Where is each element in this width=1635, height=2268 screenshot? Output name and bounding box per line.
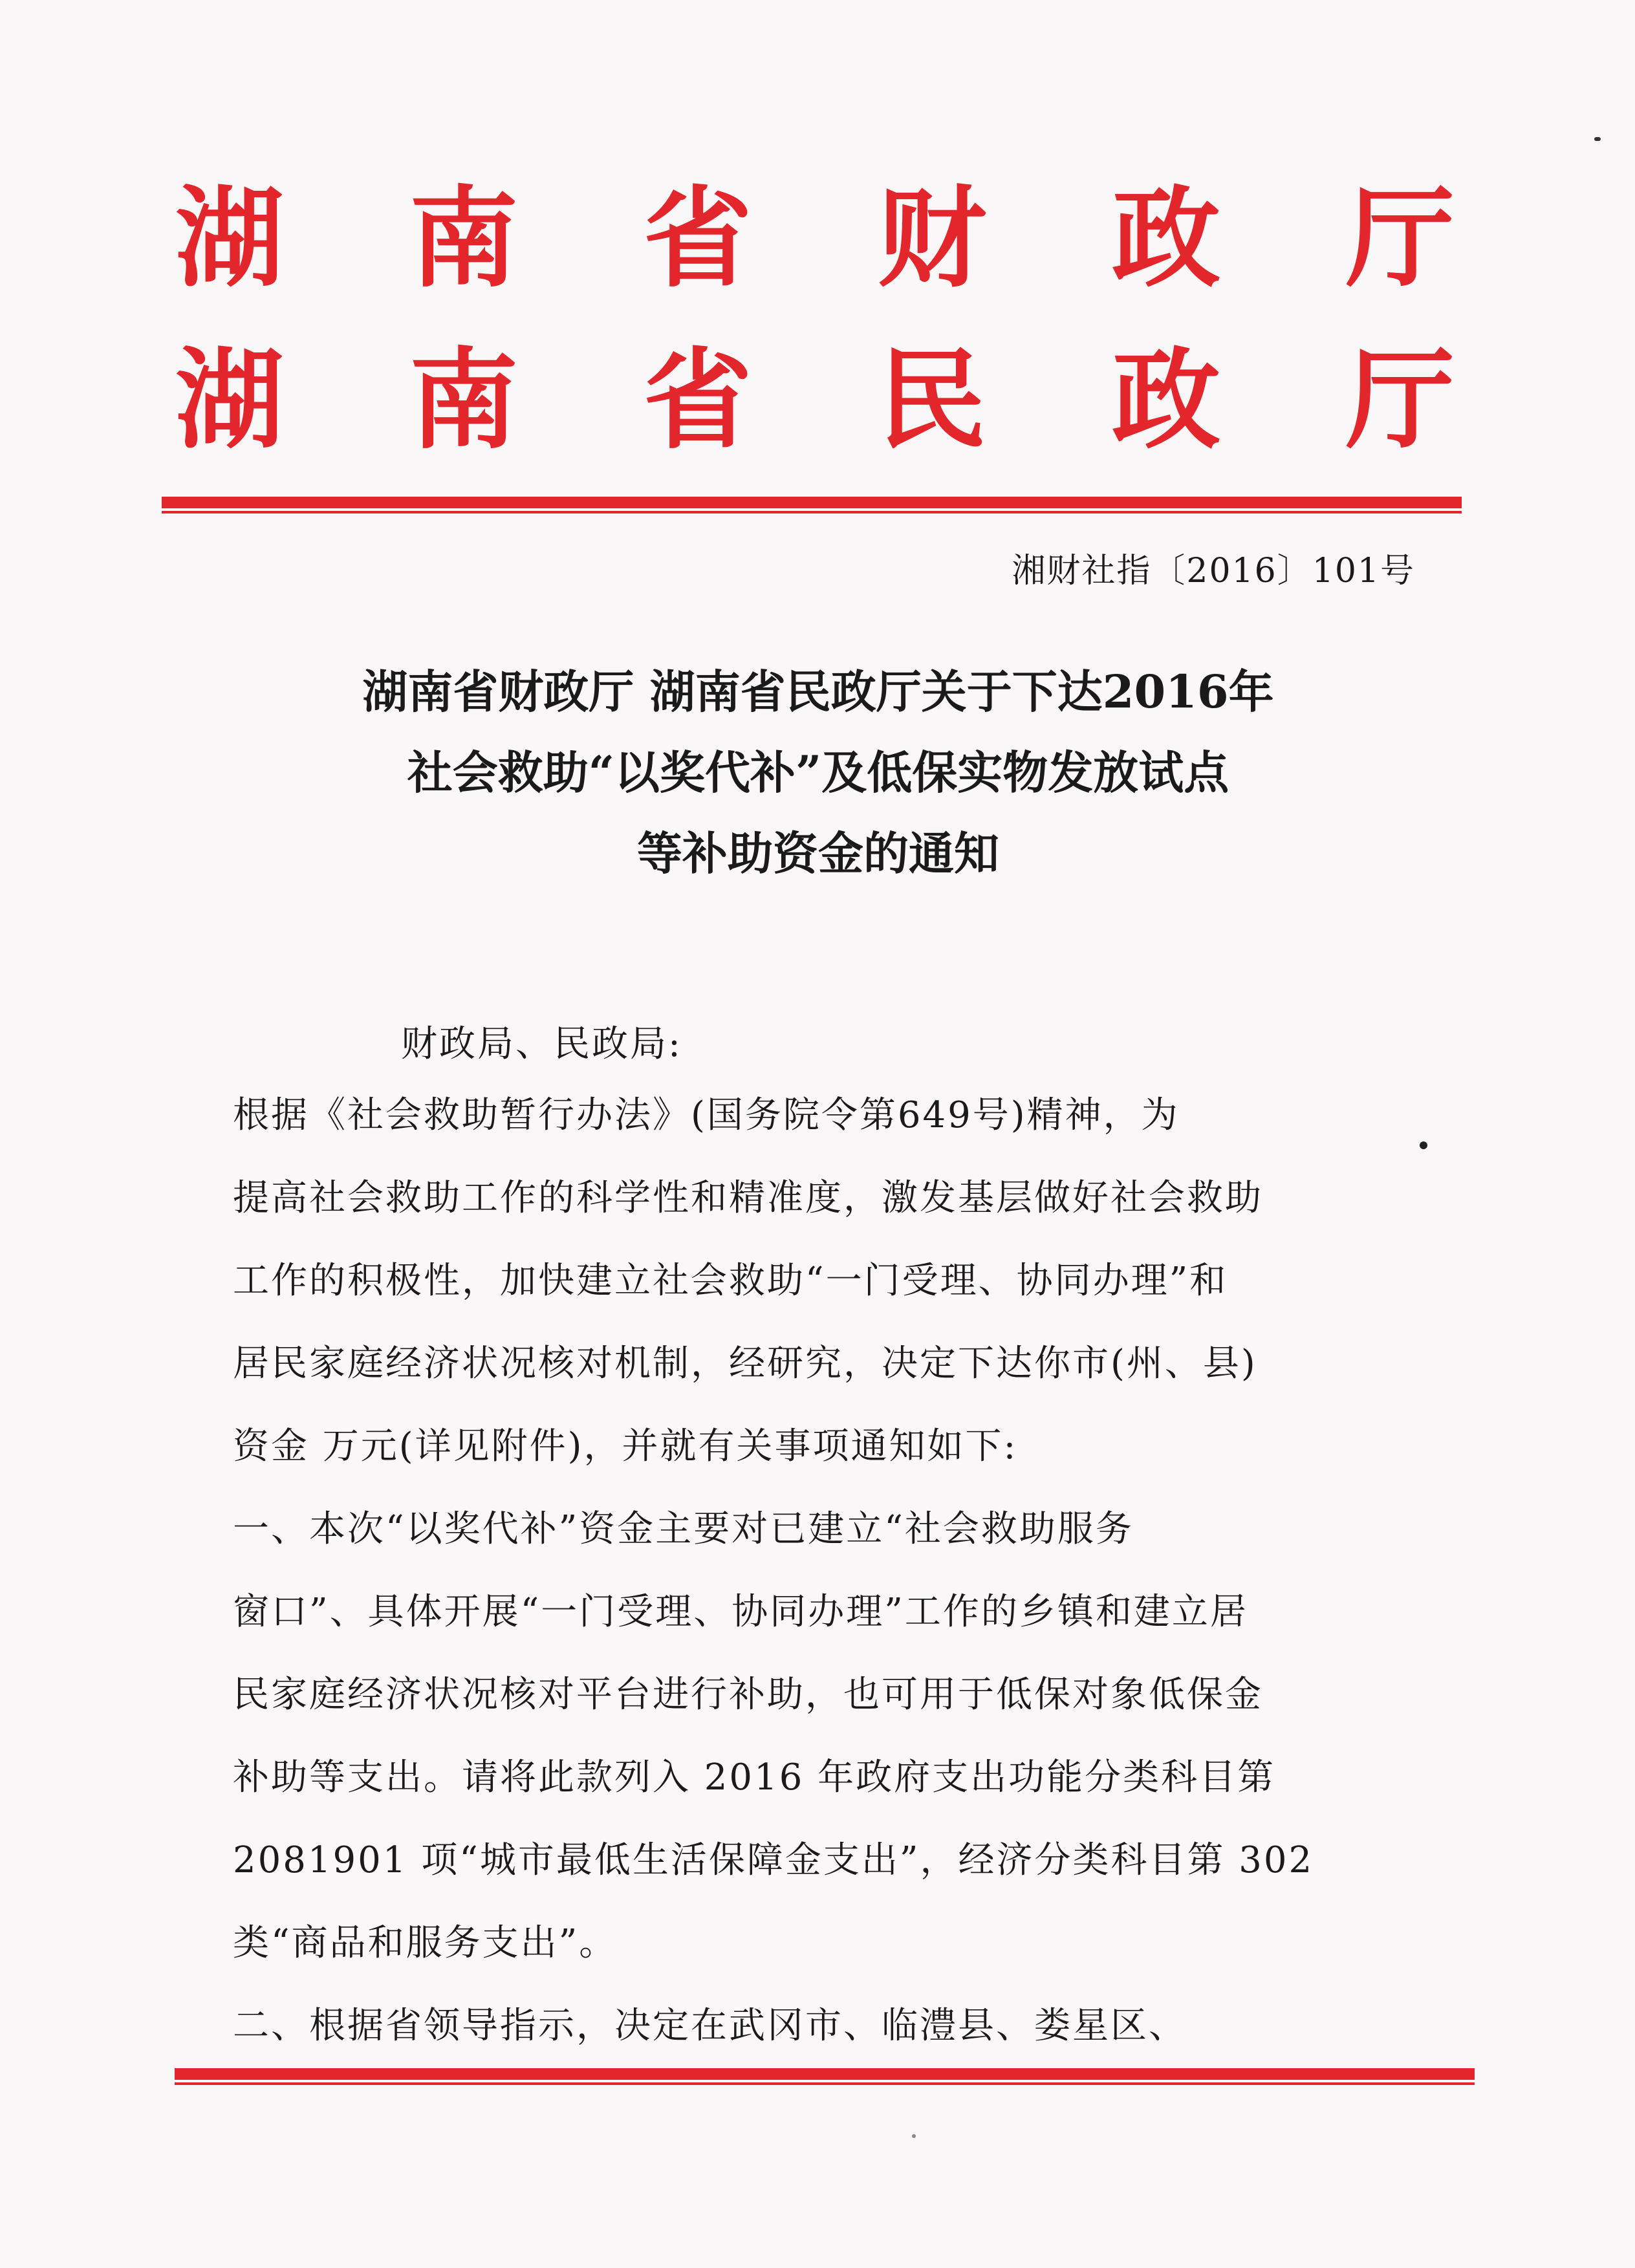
letterhead-line-finance [175, 173, 1455, 302]
body-line: 类“商品和服务支出”。 [233, 1922, 618, 1964]
body-line: 窗口”、具体开展“一门受理、协同办理”工作的乡镇和建立居 [233, 1591, 1248, 1633]
body-line: 补助等支出。请将此款列入 2016 年政府支出功能分类科目第 [233, 1756, 1276, 1798]
document-title-line: 社会救助“以奖代补”及低保实物发放试点 [407, 746, 1229, 799]
body-line: 二、根据省领导指示，决定在武冈市、临澧县、娄星区、 [233, 2005, 1187, 2047]
body-line: 根据《社会救助暂行办法》(国务院令第649号)精神，为 [233, 1094, 1180, 1136]
body-line: 2081901 项“城市最低生活保障金支出”，经济分类科目第 302 [233, 1839, 1314, 1881]
letterhead-char: 厅 [1346, 173, 1455, 302]
letterhead-char: 厅 [1346, 335, 1455, 464]
letterhead-char: 南 [409, 335, 518, 464]
letterhead-char: 民 [878, 335, 986, 464]
document-title-line: 湖南省财政厅 湖南省民政厅关于下达2016年 [362, 665, 1274, 718]
letterhead-char: 湖 [175, 335, 284, 464]
scan-speck [1594, 137, 1601, 141]
scan-speck [912, 2134, 916, 2138]
letterhead-char: 政 [1112, 173, 1220, 302]
body-line: 资金 万元(详见附件)，并就有关事项通知如下: [233, 1425, 1018, 1467]
letterhead-line-civil-affairs [175, 335, 1455, 464]
body-line: 提高社会救助工作的科学性和精准度，激发基层做好社会救助 [233, 1177, 1263, 1219]
body-line: 民家庭经济状况核对平台进行补助，也可用于低保对象低保金 [233, 1674, 1263, 1716]
letterhead-char: 财 [878, 173, 986, 302]
scan-speck [1420, 1141, 1427, 1149]
letterhead-char: 南 [409, 173, 518, 302]
body-line: 工作的积极性，加快建立社会救助“一门受理、协同办理”和 [233, 1260, 1228, 1302]
addressee: 财政局、民政局: [401, 1023, 682, 1065]
body-line: 一、本次“以奖代补”资金主要对已建立“社会救助服务 [233, 1508, 1134, 1550]
document-title-line: 等补助资金的通知 [637, 826, 999, 880]
letterhead-char: 政 [1112, 335, 1220, 464]
letterhead-char: 湖 [175, 173, 284, 302]
document-number: 湘财社指〔2016〕101号 [1012, 552, 1415, 590]
letterhead-char: 省 [644, 335, 752, 464]
letterhead-char: 省 [644, 173, 752, 302]
footer-divider [175, 2068, 1475, 2080]
body-line: 居民家庭经济状况核对机制，经研究，决定下达你市(州、县) [233, 1343, 1257, 1385]
letterhead-divider [162, 497, 1462, 508]
